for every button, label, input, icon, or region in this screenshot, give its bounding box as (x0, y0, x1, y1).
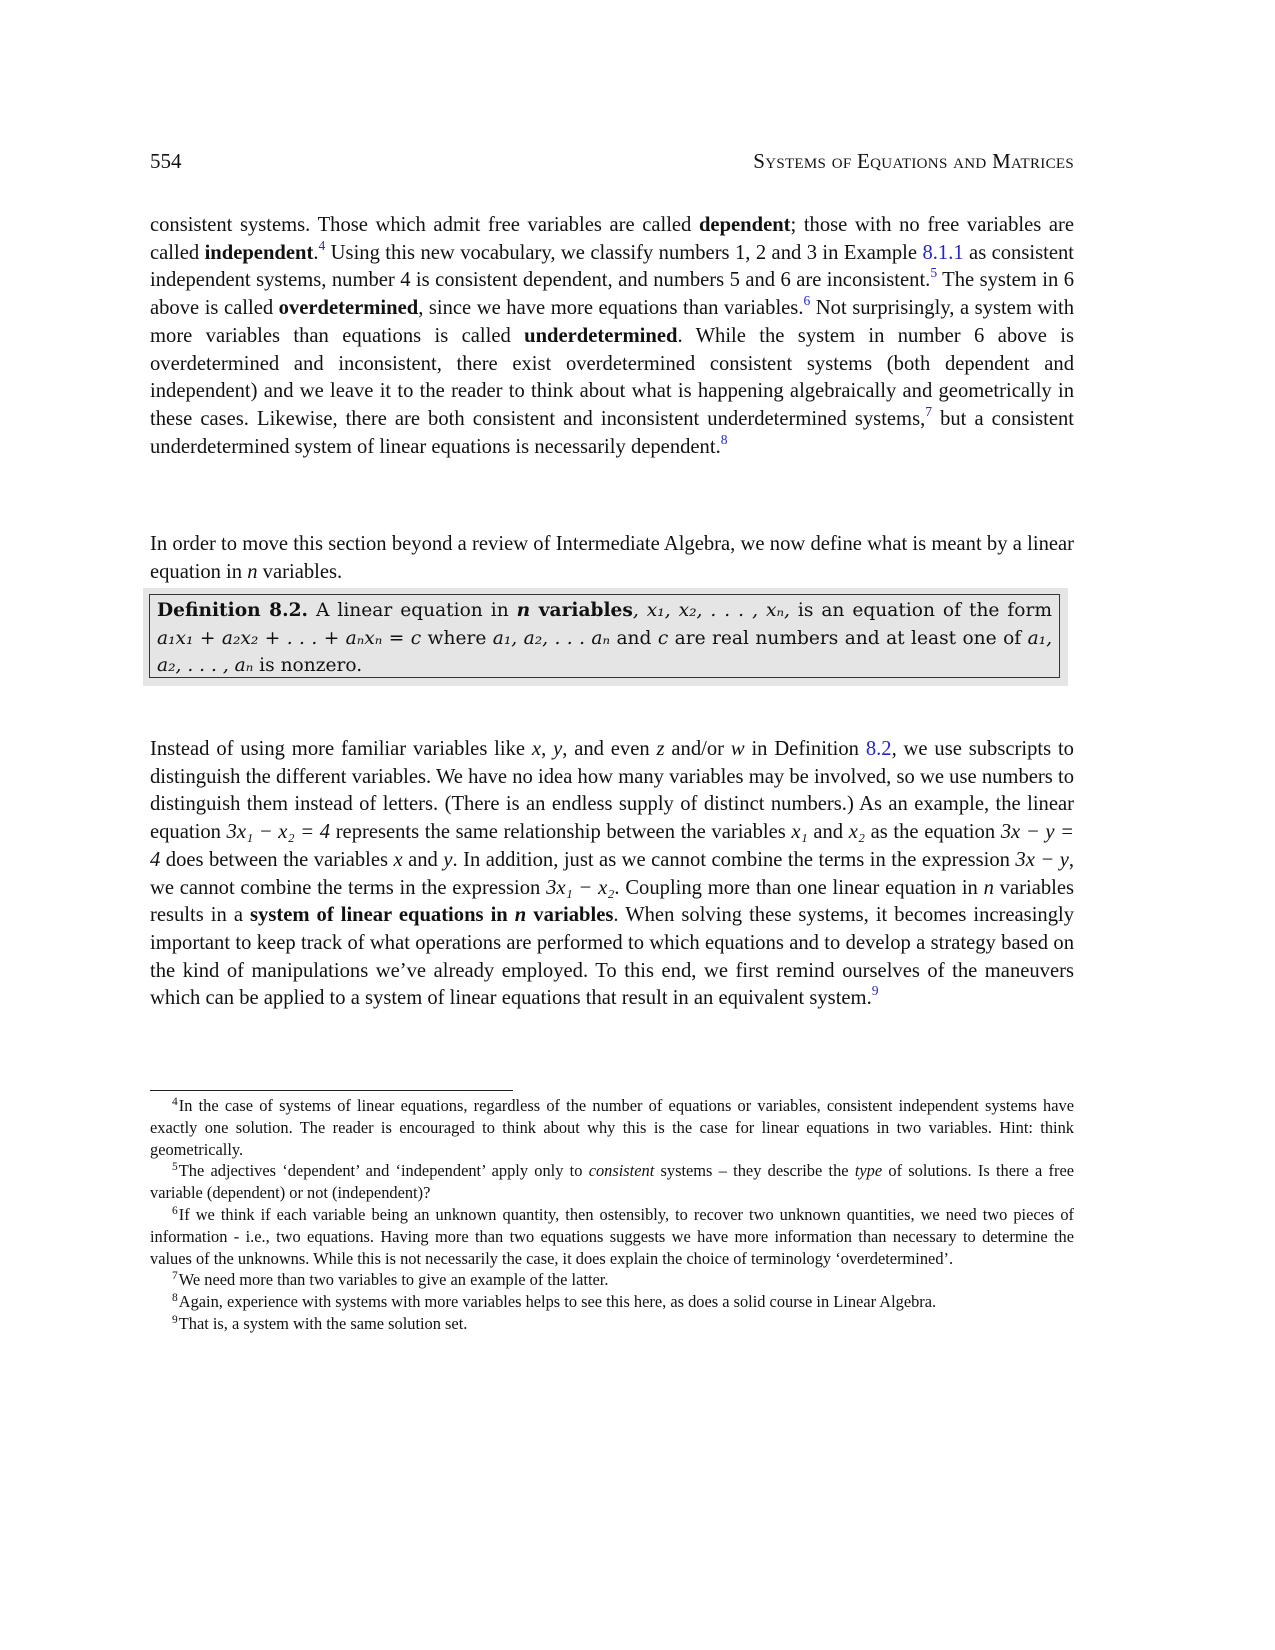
footnote-ref-9[interactable]: 9 (871, 983, 879, 999)
footnote-ref-5[interactable]: 5 (930, 265, 938, 281)
text: Not surprisingly, a system with more variables than equations is called (150, 297, 1074, 347)
footnote-ref-8[interactable]: 8 (720, 431, 728, 447)
text: , (541, 738, 554, 760)
text: and (402, 848, 444, 871)
footnote-text: In the case of systems of linear equations, regardless of the number of equations or variables, consistent independent systems have exactly one solution. The reader is encouraged to think about why this is the case for linear equations in two variables. Hint: think geometrically. (150, 1096, 1074, 1159)
term-dependent: dependent (698, 214, 791, 236)
math: x₂ (848, 821, 865, 844)
term-underdetermined: underdetermined (524, 324, 678, 347)
text: variables. (257, 560, 343, 583)
math: 3x₁ − x₂ (546, 876, 615, 899)
math: y (553, 738, 563, 760)
footnote-number: 5 (172, 1161, 178, 1174)
term-system: variables (526, 904, 614, 927)
definition-label: Definition 8.2. (157, 600, 308, 621)
footnotes (150, 1095, 1074, 1335)
math: w (730, 738, 745, 760)
example-link[interactable]: 8.1.1 (922, 241, 964, 264)
text: variables results in a (150, 876, 1075, 927)
page-number: 554 (150, 149, 182, 173)
term-overdetermined: overdetermined (278, 297, 419, 320)
footnote-8 (150, 1291, 1074, 1313)
text: A linear equation in (308, 600, 517, 621)
footnote-text: systems – they describe the (654, 1161, 855, 1181)
running-header (150, 149, 1074, 179)
footnote-number: 6 (172, 1204, 178, 1217)
math-coeffs: a₁, a₂, . . . aₙ (492, 627, 611, 649)
footnote-text: of solutions. Is there a free variable (dependent) or not (independent)? (150, 1161, 1075, 1203)
math: n (983, 876, 994, 899)
footnote-number: 4 (172, 1096, 178, 1108)
emphasis: type (854, 1161, 883, 1181)
footnote-4 (150, 1095, 1074, 1160)
math: x (531, 738, 542, 760)
text: , we cannot combine the terms in the expression (150, 848, 1074, 899)
footnote-6 (150, 1204, 1074, 1269)
term-system: system of linear equations in (250, 904, 515, 927)
math-n: n (247, 560, 258, 583)
footnote-text: If we think if each variable being an unknown quantity, then ostensibly, to recover two unknown quantities, we need two pieces of information - i.e., two equations. Having more than two equations suggests we have more information than necessary to determine the values of the unknowns. While this is not necessarily the case, it does explain the choice of terminology ‘overdetermined’. (150, 1204, 1074, 1268)
math: x (393, 848, 403, 871)
definition-link[interactable]: 8.2 (865, 738, 892, 760)
paragraph-classification (150, 212, 1074, 461)
text: . While the system in number 6 above is overdetermined and inconsistent, there exist overdetermined consistent systems (both dependent and independent) and we leave it to the reader to think about what is happening algebraically and geometrically in these cases. Likewise, there are both consistent and inconsistent underdetermined systems, (150, 324, 1074, 430)
math: 3x − y (1015, 848, 1069, 871)
definition-box (149, 594, 1060, 678)
text: ; those with no free variables are called (150, 214, 1074, 264)
text: is nonzero. (253, 655, 363, 676)
footnote-number: 9 (172, 1313, 178, 1326)
text: In order to move this section beyond a review of Intermediate Algebra, we now define what is meant by a linear equation in (150, 533, 1074, 583)
text: , and even (562, 738, 657, 760)
math-formula: a₁x₁ + a₂x₂ + . . . + aₙxₙ = c (157, 627, 422, 649)
text: The system in 6 above is called (150, 269, 1074, 320)
footnote-rule (150, 1090, 513, 1091)
emphasis: consistent (588, 1161, 655, 1181)
footnote-number: 7 (172, 1270, 178, 1283)
text: . Coupling more than one linear equation in (614, 876, 984, 899)
footnote-ref-4[interactable]: 4 (318, 237, 326, 253)
text: but a consistent underdetermined system of linear equations is necessarily dependent. (150, 407, 1074, 458)
text: where (421, 627, 493, 649)
text: Instead of using more familiar variables like (150, 738, 532, 760)
math: 3x − y = 4 (150, 821, 1075, 871)
text: are real numbers and at least one of (668, 627, 1028, 649)
math-n: n (514, 904, 527, 927)
math: z (656, 738, 665, 760)
text: . (313, 241, 319, 264)
text: in Definition (744, 738, 866, 760)
math-vars: , x₁, x₂, . . . , xₙ, (632, 600, 798, 621)
footnote-text: Again, experience with systems with more variables helps to see this here, as does a solid course in Linear Algebra. (178, 1292, 937, 1312)
footnote-5 (150, 1160, 1074, 1204)
footnote-number: 8 (172, 1292, 178, 1305)
math-coeffs: a₁, a₂, . . . , aₙ (157, 627, 1053, 676)
term-linear-equation: variables (530, 600, 633, 621)
footnote-text: That is, a system with the same solution set. (178, 1313, 468, 1333)
text: and (610, 627, 658, 649)
text: does between the variables (160, 848, 394, 871)
text: as the equation (865, 821, 1001, 844)
footnote-text: We need more than two variables to give an example of the latter. (178, 1270, 609, 1290)
text: and (807, 821, 849, 844)
term-independent: independent (204, 241, 314, 264)
footnote-ref-6[interactable]: 6 (803, 293, 811, 309)
math: y (443, 848, 453, 871)
math-c: c (657, 627, 669, 649)
text: and/or (664, 738, 731, 760)
math-n: n (516, 600, 531, 621)
text: is an equation of the form (797, 600, 1052, 621)
text: . When solving these systems, it becomes increasingly important to keep track of what operations are performed to which equations and to develop a strategy based on the kind of manipulations we’ve already employed. To this end, we first remind ourselves of the maneuvers which can be applied to a system of linear equations that result in an equivalent system. (150, 904, 1075, 1010)
text: as consistent independent systems, number 4 is consistent dependent, and numbers 5 and 6 are inconsistent. (150, 241, 1074, 292)
text: , since we have more equations than variables. (418, 297, 804, 320)
running-title: Systems of Equations and Matrices (753, 149, 1074, 173)
footnote-ref-7[interactable]: 7 (925, 403, 933, 419)
footnote-text: The adjectives ‘dependent’ and ‘independent’ apply only to (178, 1161, 589, 1181)
text: Using this new vocabulary, we classify numbers 1, 2 and 3 in Example (325, 241, 923, 264)
text: consistent systems. Those which admit free variables are called (150, 214, 699, 236)
footnote-7 (150, 1269, 1074, 1291)
math: x₁ (791, 821, 808, 844)
text: represents the same relationship between the variables (330, 821, 792, 844)
text: . In addition, just as we cannot combine the terms in the expression (452, 848, 1016, 871)
footnote-9 (150, 1313, 1074, 1335)
paragraph-subscripts (150, 736, 1074, 1013)
math: 3x₁ − x₂ = 4 (226, 821, 331, 844)
paragraph-intro-definition (150, 531, 1074, 586)
text: , we use subscripts to distinguish the different variables. We have no idea how many variables may be involved, so we use numbers to distinguish them instead of letters. (There is an endless supply of distinct numbers.) As an example, the linear equation (150, 738, 1074, 844)
